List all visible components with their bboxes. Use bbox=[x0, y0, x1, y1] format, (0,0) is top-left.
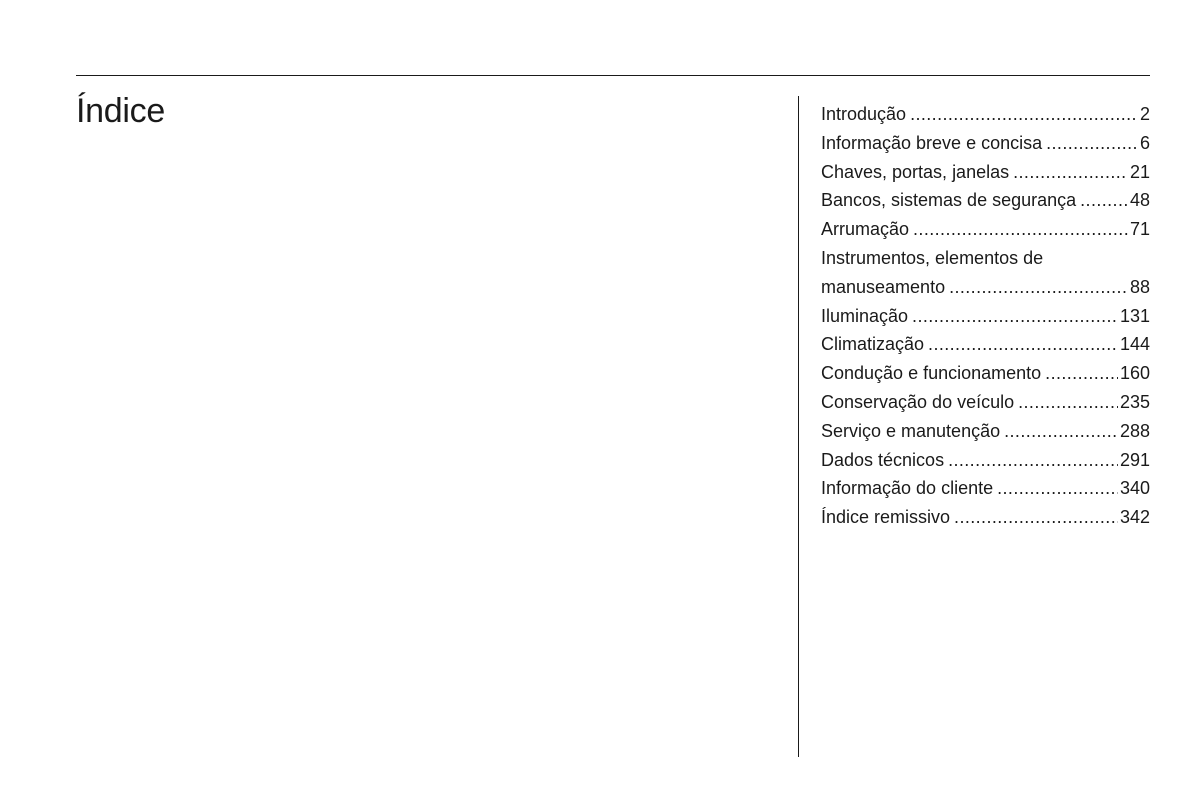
toc-leader-dots bbox=[912, 302, 1118, 331]
toc-entry-page: 235 bbox=[1119, 391, 1150, 412]
toc-entry-page: 144 bbox=[1119, 334, 1150, 355]
toc-leader-dots bbox=[1018, 388, 1118, 417]
toc-entry-label: Informação breve e concisa bbox=[821, 132, 1043, 153]
toc-entry-introducao[interactable] bbox=[821, 100, 1150, 129]
toc-entry-label: Introdução bbox=[821, 104, 907, 124]
toc-entry-page: 48 bbox=[1129, 190, 1150, 211]
toc-entry-label: Informação do cliente bbox=[821, 478, 994, 499]
toc-entry-label: Conservação do veículo bbox=[821, 391, 1015, 412]
toc-entry-indice-remissivo[interactable] bbox=[821, 503, 1150, 532]
toc-leader-dots bbox=[1080, 186, 1128, 215]
toc-entry-page: 291 bbox=[1119, 449, 1150, 470]
toc-entry-label: Climatização bbox=[821, 334, 925, 355]
toc-leader-dots bbox=[928, 330, 1118, 359]
table-of-contents bbox=[821, 100, 1150, 532]
toc-entry-climatizacao[interactable] bbox=[821, 330, 1150, 359]
toc-entry-informacao-breve[interactable] bbox=[821, 129, 1150, 158]
toc-entry-page: 288 bbox=[1119, 420, 1150, 441]
toc-entry-page: 71 bbox=[1129, 219, 1150, 240]
toc-entry-label: Condução e funcionamento bbox=[821, 363, 1042, 384]
toc-leader-dots bbox=[949, 273, 1128, 302]
toc-entry-label: Chaves, portas, janelas bbox=[821, 161, 1010, 182]
toc-leader-dots bbox=[1045, 359, 1118, 388]
toc-entry-label: Índice remissivo bbox=[821, 507, 951, 528]
toc-leader-dots bbox=[1046, 129, 1138, 158]
toc-entry-page: 340 bbox=[1119, 478, 1150, 499]
toc-entry-conservacao[interactable] bbox=[821, 388, 1150, 417]
toc-entry-page: 342 bbox=[1119, 507, 1150, 528]
toc-entry-conducao[interactable] bbox=[821, 359, 1150, 388]
toc-entry-informacao-cliente[interactable] bbox=[821, 474, 1150, 503]
toc-leader-dots bbox=[1013, 158, 1128, 187]
page-title: Índice bbox=[76, 92, 165, 130]
toc-entry-page: 88 bbox=[1129, 276, 1150, 297]
toc-entry-label: Serviço e manutenção bbox=[821, 420, 1001, 441]
toc-leader-dots bbox=[948, 446, 1118, 475]
toc-entry-label: Arrumação bbox=[821, 219, 910, 240]
toc-entry-label: manuseamento bbox=[821, 276, 946, 297]
toc-entry-servico[interactable] bbox=[821, 417, 1150, 446]
toc-entry-chaves[interactable] bbox=[821, 158, 1150, 187]
toc-leader-dots bbox=[910, 100, 1138, 129]
toc-entry-label: Iluminação bbox=[821, 305, 909, 326]
column-divider bbox=[798, 96, 799, 757]
header-rule bbox=[76, 75, 1150, 76]
toc-entry-label-line1: Instrumentos, elementos de bbox=[821, 247, 1044, 268]
toc-entry-instrumentos[interactable] bbox=[821, 244, 1150, 302]
toc-leader-dots bbox=[1004, 417, 1118, 446]
toc-entry-dados-tecnicos[interactable] bbox=[821, 446, 1150, 475]
toc-entry-iluminacao[interactable] bbox=[821, 302, 1150, 331]
toc-entry-label: Dados técnicos bbox=[821, 449, 945, 470]
toc-entry-arrumacao[interactable] bbox=[821, 215, 1150, 244]
toc-leader-dots bbox=[913, 215, 1128, 244]
toc-entry-label: Bancos, sistemas de segurança bbox=[821, 190, 1077, 211]
toc-entry-page: 2 bbox=[1139, 104, 1150, 124]
toc-entry-page: 160 bbox=[1119, 363, 1150, 384]
toc-entry-page: 6 bbox=[1139, 132, 1150, 153]
toc-entry-page: 131 bbox=[1119, 305, 1150, 326]
toc-entry-page: 21 bbox=[1129, 161, 1150, 182]
toc-leader-dots bbox=[954, 503, 1118, 532]
toc-entry-bancos[interactable] bbox=[821, 186, 1150, 215]
toc-leader-dots bbox=[997, 474, 1118, 503]
